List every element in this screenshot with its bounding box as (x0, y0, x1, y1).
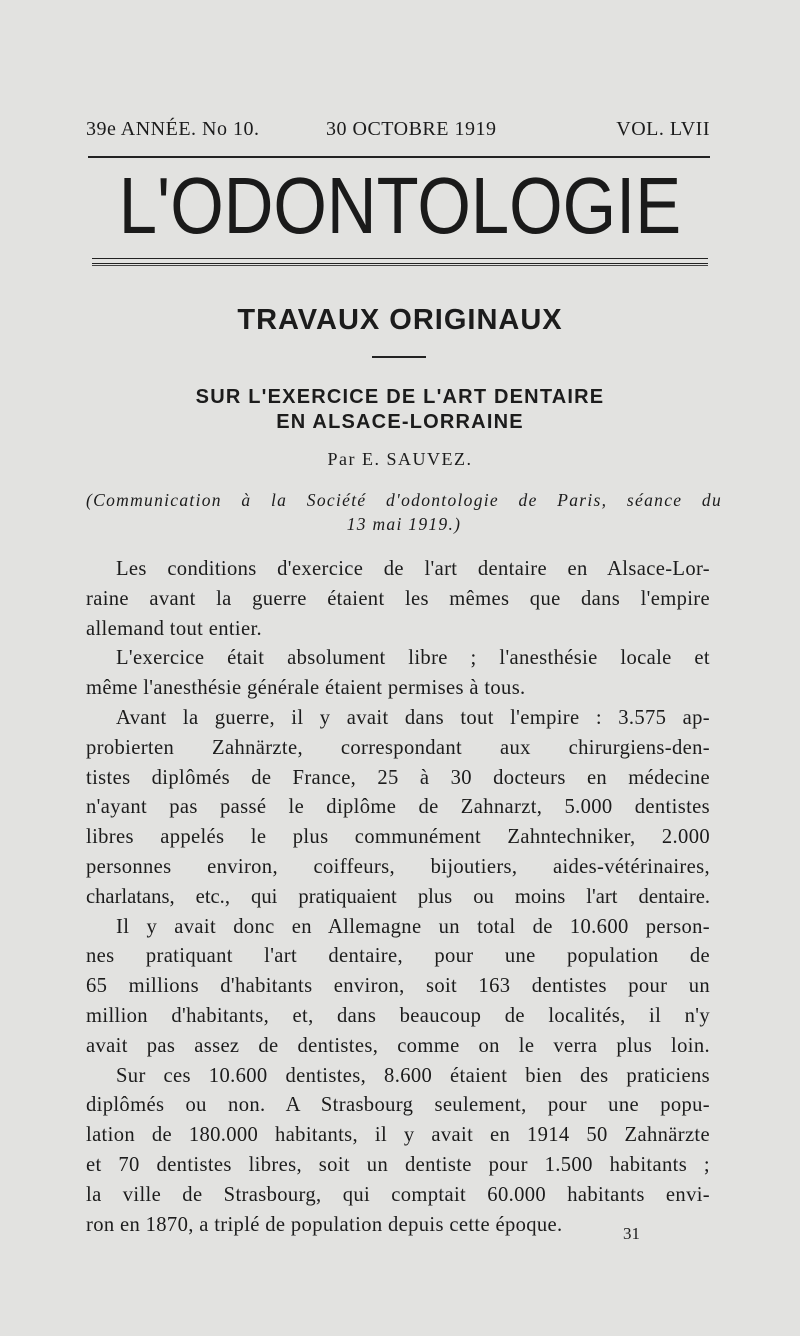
body-line: Sur ces 10.600 dentistes, 8.600 étaient bien des praticiens (116, 1064, 710, 1087)
body-line: ron en 1870, a triplé de population depuis cette époque. (86, 1213, 563, 1236)
header-rule (88, 156, 710, 158)
journal-masthead: L'ODONTOLOGIE (118, 161, 682, 250)
communication-line: 13 mai 1919.) (346, 514, 462, 534)
body-line: et 70 dentistes libres, soit un dentiste pour 1.500 habitants ; (86, 1153, 710, 1176)
volume-number: VOL. LVII (616, 118, 710, 140)
body-line: libres appelés le plus communément Zahntechniker, 2.000 (86, 826, 710, 849)
article-title (0, 385, 800, 435)
body-line: diplômés ou non. A Strasbourg seulement, pour une popu- (86, 1094, 710, 1117)
masthead-rule (92, 258, 708, 264)
body-line: Les conditions d'exercice de l'art dentaire en Alsace-Lor- (116, 558, 710, 580)
article-author: Par E. SAUVEZ. (327, 449, 473, 469)
body-line: million d'habitants, et, dans beaucoup de localités, il n'y (86, 1004, 710, 1027)
body-line: probierten Zahnärzte, correspondant aux chirurgiens-den- (86, 736, 710, 759)
body-line: personnes environ, coiffeurs, bijoutiers, aides-vétérinaires, (86, 855, 710, 878)
communication-note (86, 488, 722, 536)
body-line: tistes diplômés de France, 25 à 30 docteurs en médecine (86, 766, 710, 789)
article-title-line: SUR L'EXERCICE DE L'ART DENTAIRE (195, 386, 605, 408)
issue-number: 39e ANNÉE. No 10. (86, 118, 260, 140)
body-line: lation de 180.000 habitants, il y avait en 1914 50 Zahnärzte (86, 1124, 710, 1147)
page-number: 31 (623, 1224, 640, 1243)
body-line: la ville de Strasbourg, qui comptait 60.000 habitants envi- (86, 1183, 710, 1206)
body-line: Il y avait donc en Allemagne un total de 10.600 person- (116, 915, 710, 938)
body-line: n'ayant pas passé le diplôme de Zahnarzt, 5.000 dentistes (86, 796, 710, 819)
body-line: Avant la guerre, il y avait dans tout l'empire : 3.575 ap- (116, 706, 710, 729)
body-line: avait pas assez de dentistes, comme on le verra plus loin. (86, 1034, 710, 1057)
issue-date: 30 OCTOBRE 1919 (326, 118, 497, 140)
section-title: TRAVAUX ORIGINAUX (237, 304, 563, 336)
masthead-rule-lower (92, 265, 708, 270)
article-body (86, 555, 710, 1240)
section-divider (372, 356, 426, 358)
running-head (86, 118, 710, 148)
body-line: raine avant la guerre étaient les mêmes que dans l'empire (86, 587, 710, 610)
body-line: même l'anesthésie générale étaient permises à tous. (86, 677, 526, 700)
article-title-line: EN ALSACE-LORRAINE (276, 411, 524, 433)
body-line: nes pratiquant l'art dentaire, pour une population de (86, 945, 710, 968)
body-line: allemand tout entier. (86, 617, 263, 640)
communication-line: (Communication à la Société d'odontologie de Paris, séance du (86, 490, 722, 510)
body-line: charlatans, etc., qui pratiquaient plus ou moins l'art dentaire. (86, 885, 710, 908)
body-line: L'exercice était absolument libre ; l'anesthésie locale et (116, 647, 710, 670)
body-line: 65 millions d'habitants environ, soit 163 dentistes pour un (86, 975, 710, 998)
